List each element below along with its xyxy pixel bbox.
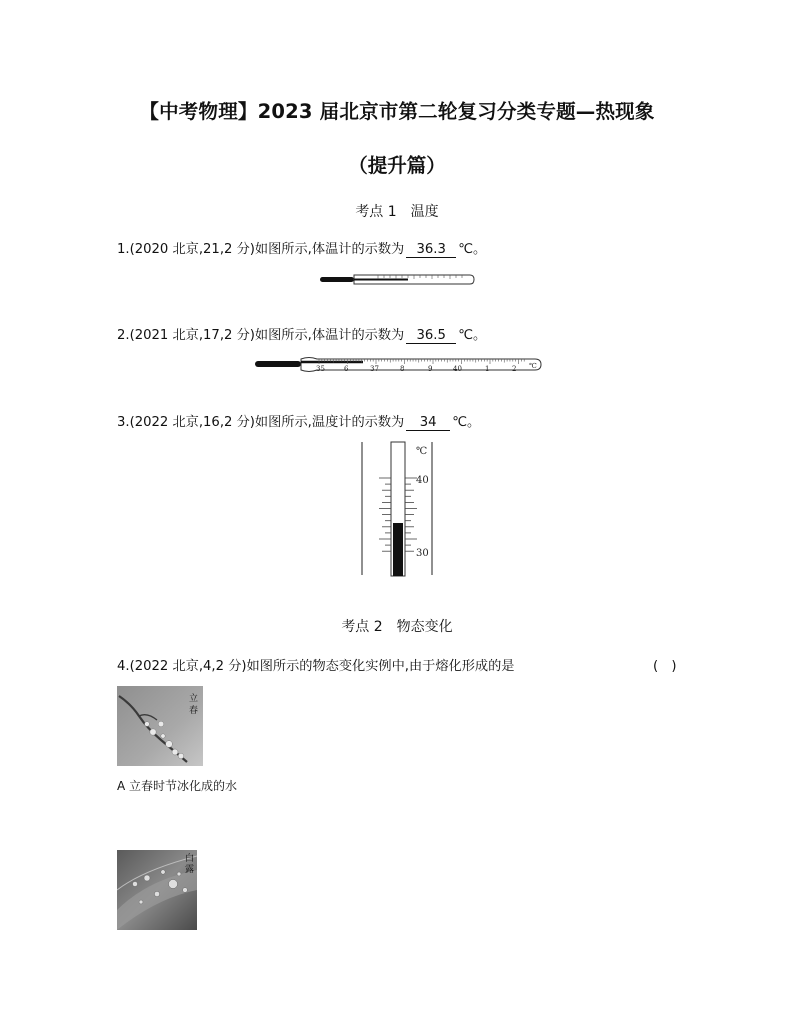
thermo2-tick-label: 1 <box>485 365 490 373</box>
thermo2-tick-label: 8 <box>400 365 405 373</box>
plum-blossom-photo <box>117 686 203 766</box>
thermo2-tick-label: 35 <box>316 365 325 373</box>
question-1-answer: 36.3 <box>406 242 456 258</box>
question-2-answer: 36.5 <box>406 328 456 344</box>
clinical-thermometer-1 <box>318 271 476 291</box>
question-2 <box>117 324 486 344</box>
thermo3-top-label: 40 <box>416 475 429 486</box>
question-3-text: 3.(2022 北京,16,2 分)如图所示,温度计的示数为 <box>117 415 405 430</box>
question-4 <box>117 655 514 674</box>
question-3-answer: 34 <box>406 415 450 431</box>
clinical-thermometer-2 <box>253 354 545 376</box>
page-title: 【中考物理】2023 届北京市第二轮复习分类专题—热现象 <box>139 100 655 123</box>
question-3-unit: ℃。 <box>452 415 481 430</box>
thermo2-tick-label: ℃ <box>529 362 537 370</box>
thermo2-tick-label: 9 <box>428 365 433 373</box>
thermo3-bottom-label: 30 <box>416 548 429 559</box>
question-4-text: 4.(2022 北京,4,2 分)如图所示的物态变化实例中,由于熔化形成的是 <box>117 659 515 674</box>
question-3 <box>117 411 480 431</box>
question-1 <box>117 238 486 258</box>
question-1-unit: ℃。 <box>458 242 487 257</box>
thermo2-tick-label: 6 <box>344 365 349 373</box>
question-2-text: 2.(2021 北京,17,2 分)如图所示,体温计的示数为 <box>117 328 405 343</box>
option-a-tag-1: 立 <box>189 694 199 704</box>
page-subtitle: （提升篇） <box>348 154 446 177</box>
answer-bracket: ( ) <box>653 659 677 674</box>
question-2-unit: ℃。 <box>458 328 487 343</box>
option-b-tag-2: 露 <box>185 865 195 875</box>
thermo2-tick-label: 40 <box>453 365 462 373</box>
lab-thermometer <box>358 440 438 578</box>
thermo2-tick-label: 2 <box>512 365 517 373</box>
question-1-text: 1.(2020 北京,21,2 分)如图所示,体温计的示数为 <box>117 242 405 257</box>
section-heading-state-change: 考点 2 物态变化 <box>341 619 453 635</box>
thermo3-unit: ℃ <box>416 446 428 457</box>
option-b-tag-1: 白 <box>185 854 195 864</box>
option-a-image <box>117 686 203 766</box>
dew-leaf-photo <box>117 850 197 930</box>
option-b-image <box>117 850 197 930</box>
option-a-caption: A 立春时节冰化成的水 <box>117 779 238 793</box>
thermo2-tick-label: 37 <box>370 365 379 373</box>
section-heading-temperature: 考点 1 温度 <box>355 204 439 220</box>
option-a-tag-2: 春 <box>189 706 199 716</box>
